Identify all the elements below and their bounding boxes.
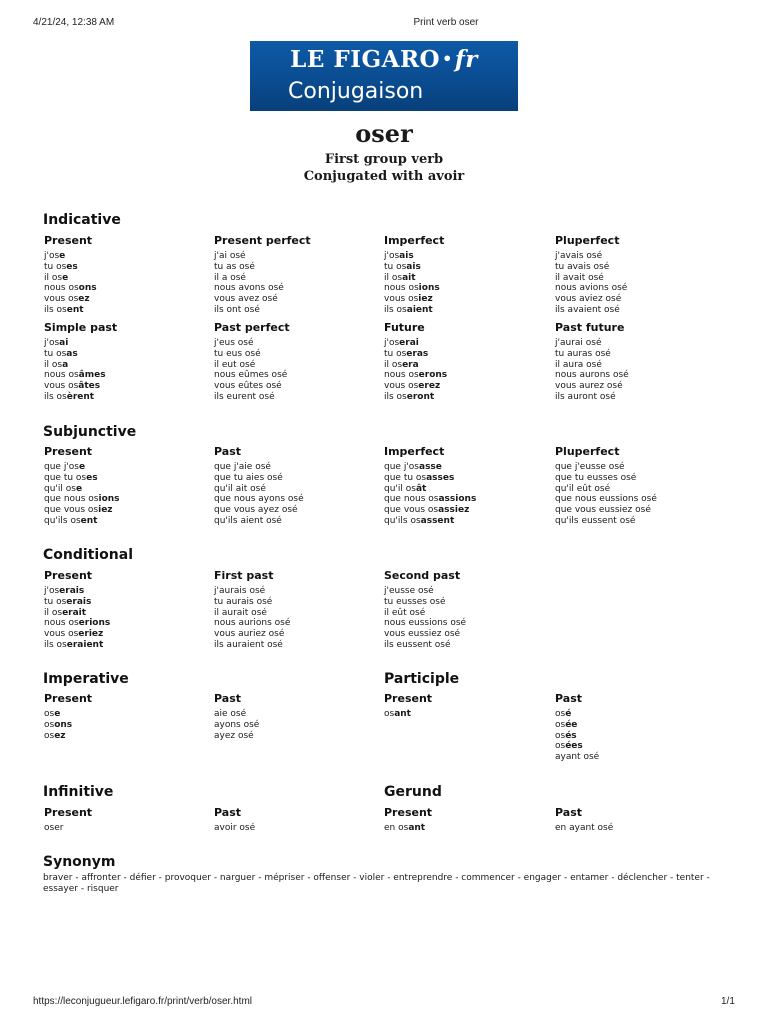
conjugation-form: osé (555, 709, 572, 719)
conjugation-form: j'oserais (44, 586, 85, 596)
conjugation-form: j'eus osé (214, 338, 254, 348)
conjugation-form: que tu eusses osé (555, 472, 637, 483)
conjugation-list-indicative-future (384, 338, 447, 403)
section-title-subjunctive: Subjunctive (43, 424, 137, 440)
tense-heading-indicative-past-perfect: Past perfect (214, 321, 290, 334)
conjugation-form: que tu aies osé (214, 472, 283, 483)
tense-heading-subjunctive-pluperfect: Pluperfect (555, 445, 620, 458)
conjugation-form: vous osiez (384, 294, 433, 305)
conjugation-list-imperative-past (214, 709, 259, 741)
conjugation-form: qu'il ait osé (214, 483, 266, 494)
conjugation-form: il a osé (214, 272, 246, 283)
conjugation-form: nous osions (384, 283, 440, 294)
conjugation-list-conditional-present (44, 586, 110, 651)
conjugation-form: nous aurons osé (555, 370, 629, 381)
conjugation-form: il eût osé (384, 607, 426, 618)
conjugation-form: nous eûmes osé (214, 370, 288, 381)
conjugation-form: qu'il ose (44, 483, 83, 494)
conjugation-list-subjunctive-pluperfect (555, 462, 657, 527)
conjugation-form: vous oseriez (44, 629, 104, 640)
conjugation-form: ils osaient (384, 304, 433, 315)
tense-heading-imperative-present: Present (44, 692, 93, 705)
conjugation-form: vous eûtes osé (214, 381, 282, 392)
conjugation-form: que j'aie osé (214, 462, 271, 472)
conjugation-form: ose (44, 709, 61, 719)
le-figaro-conjugaison-logo: LE FIGARO •fr Conjugaison (250, 41, 518, 111)
tense-heading-subjunctive-imperfect: Imperfect (384, 445, 445, 458)
conjugation-form: en ayant osé (555, 823, 614, 833)
conjugation-form: ayons osé (214, 719, 260, 730)
conjugation-form: nous osons (44, 283, 97, 294)
conjugation-form: ils auront osé (555, 391, 616, 402)
conjugation-form: j'avais osé (555, 251, 603, 261)
conjugation-form: tu eusses osé (384, 596, 446, 607)
conjugation-form: ils avaient osé (555, 304, 620, 315)
print-url: https://leconjugueur.lefigaro.fr/print/verb/oser.html (33, 996, 253, 1007)
section-title-imperative: Imperative (43, 671, 129, 687)
tense-heading-indicative-present-perfect: Present perfect (214, 234, 311, 247)
conjugation-form: osant (384, 709, 411, 719)
conjugation-form: vous avez osé (214, 294, 278, 305)
conjugation-list-participle-past (555, 709, 599, 763)
conjugation-form: vous aurez osé (555, 381, 623, 392)
section-title-infinitive: Infinitive (43, 784, 114, 800)
conjugation-form: tu oses (44, 261, 78, 272)
conjugation-form: nous eussions osé (384, 618, 467, 629)
logo-suffix: fr (454, 46, 478, 73)
verb-title: oser (355, 119, 413, 148)
conjugation-form: j'osais (384, 251, 414, 261)
section-title-gerund: Gerund (384, 784, 442, 800)
conjugation-form: tu oserais (44, 596, 92, 607)
conjugation-list-indicative-past-future (555, 338, 629, 403)
conjugation-list-indicative-imperfect (384, 251, 440, 316)
conjugation-form: j'ose (44, 251, 66, 261)
section-title-participle: Participle (384, 671, 460, 687)
conjugation-form: tu aurais osé (214, 596, 273, 607)
conjugation-form: qu'ils osassent (384, 515, 455, 526)
tense-heading-indicative-pluperfect: Pluperfect (555, 234, 620, 247)
conjugation-form: j'oserai (384, 338, 419, 348)
conjugation-list-indicative-present (44, 251, 97, 316)
conjugation-form: j'ai osé (214, 251, 246, 261)
tense-heading-gerund-present: Present (384, 806, 433, 819)
conjugation-list-conditional-first-past (214, 586, 290, 651)
conjugation-form: que nous osassions (384, 494, 477, 505)
conjugation-form: que vous eussiez osé (555, 505, 651, 516)
conjugation-form: j'aurai osé (555, 338, 602, 348)
conjugation-form: ils eussent osé (384, 639, 451, 650)
conjugation-form: aie osé (214, 709, 247, 719)
conjugation-list-subjunctive-present (44, 462, 120, 527)
print-datetime: 4/21/24, 12:38 AM (33, 17, 115, 28)
conjugation-form: osées (555, 741, 583, 752)
conjugation-form: ils auraient osé (214, 639, 283, 650)
section-title-indicative: Indicative (43, 212, 121, 228)
conjugation-form: que vous osassiez (384, 505, 470, 516)
print-page-number: 1/1 (721, 996, 735, 1007)
conjugation-form: ils ont osé (214, 304, 260, 315)
conjugation-list-subjunctive-imperfect (384, 462, 476, 527)
conjugation-form: osez (44, 730, 66, 741)
conjugation-form: osée (555, 719, 578, 730)
tense-heading-infinitive-present: Present (44, 806, 93, 819)
conjugation-form: que j'ose (44, 462, 86, 472)
conjugation-form: tu auras osé (555, 348, 611, 359)
conjugation-form: vous aviez osé (555, 294, 622, 305)
logo-brand: LE FIGARO (290, 46, 441, 73)
conjugation-form: tu osais (384, 261, 421, 272)
conjugation-list-imperative-present (44, 709, 72, 741)
tense-heading-indicative-future: Future (384, 321, 425, 334)
conjugation-form: nous osâmes (44, 370, 106, 381)
tense-heading-subjunctive-present: Present (44, 445, 93, 458)
conjugation-form: ils osent (44, 304, 84, 315)
tense-heading-indicative-present: Present (44, 234, 93, 247)
conjugation-list-indicative-past-perfect (214, 338, 287, 403)
conjugation-form: que vous osiez (44, 505, 113, 516)
conjugation-form: qu'ils osent (44, 515, 98, 526)
conjugation-form: il aura osé (555, 359, 602, 370)
tense-heading-participle-past: Past (555, 692, 582, 705)
tense-heading-indicative-simple-past: Simple past (44, 321, 118, 334)
conjugation-form: tu eus osé (214, 348, 261, 359)
conjugation-list-subjunctive-past (214, 462, 304, 527)
tense-heading-indicative-past-future: Past future (555, 321, 625, 334)
conjugation-list-infinitive-past (214, 823, 255, 834)
conjugation-list-gerund-past (555, 823, 613, 834)
synonym-list: braver - affronter - défier - provoquer - narguer - mépriser - offenser - violer - entreprendre - commencer - engager - entamer - déclencher - tenter - essayer - risquer (43, 873, 710, 894)
conjugation-form: tu osas (44, 348, 78, 359)
conjugation-form: avoir osé (214, 823, 256, 833)
conjugation-form: qu'il eût osé (555, 483, 611, 494)
conjugation-form: nous oserions (44, 618, 111, 629)
conjugation-form: ils osèrent (44, 391, 95, 402)
conjugation-form: tu avais osé (555, 261, 610, 272)
tense-heading-subjunctive-past: Past (214, 445, 241, 458)
conjugation-form: en osant (384, 823, 426, 833)
section-title-synonym: Synonym (43, 854, 116, 870)
conjugation-form: j'eusse osé (384, 586, 434, 596)
conjugation-form: vous osez (44, 294, 90, 305)
conjugation-form: que nous osions (44, 494, 120, 505)
conjugation-list-indicative-pluperfect (555, 251, 627, 316)
conjugation-form: vous eussiez osé (384, 629, 461, 640)
conjugation-form: j'aurais osé (214, 586, 266, 596)
conjugation-form: tu as osé (214, 261, 255, 272)
conjugation-form: qu'il osât (384, 483, 427, 494)
verb-auxiliary: Conjugated with avoir (303, 169, 465, 184)
conjugation-form: que vous ayez osé (214, 505, 298, 516)
tense-heading-indicative-imperfect: Imperfect (384, 234, 445, 247)
tense-heading-infinitive-past: Past (214, 806, 241, 819)
logo-product: Conjugaison (288, 79, 424, 104)
conjugation-form: que nous eussions osé (555, 494, 657, 505)
conjugation-list-infinitive-present (44, 823, 63, 834)
conjugation-list-indicative-present-perfect (214, 251, 284, 316)
conjugation-form: nous avions osé (555, 283, 628, 294)
conjugation-list-participle-present (384, 709, 411, 720)
tense-heading-conditional-present: Present (44, 569, 93, 582)
conjugation-form: il oserait (44, 607, 87, 618)
tense-heading-conditional-first-past: First past (214, 569, 274, 582)
conjugation-form: qu'ils aient osé (214, 515, 282, 526)
conjugation-form: vous osâtes (44, 381, 101, 392)
conjugation-form: nous oserons (384, 370, 448, 381)
tense-heading-participle-present: Present (384, 692, 433, 705)
conjugation-form: que tu oses (44, 472, 98, 483)
conjugation-form: que tu osasses (384, 472, 455, 483)
conjugation-form: que j'eusse osé (555, 462, 625, 472)
verb-group: First group verb (324, 152, 444, 167)
tense-heading-imperative-past: Past (214, 692, 241, 705)
conjugation-form: il avait osé (555, 272, 604, 283)
conjugation-list-gerund-present (384, 823, 425, 834)
conjugation-form: nous avons osé (214, 283, 284, 294)
conjugation-form: j'osai (44, 338, 69, 348)
conjugation-form: ils eurent osé (214, 391, 275, 402)
conjugation-form: vous oserez (384, 381, 441, 392)
conjugation-list-indicative-simple-past (44, 338, 106, 403)
conjugation-form: il osa (44, 359, 69, 370)
conjugation-form: il osera (384, 359, 419, 370)
conjugation-form: ils oseront (384, 391, 435, 402)
conjugation-list-conditional-second-past (384, 586, 466, 651)
print-title: Print verb oser (413, 17, 479, 28)
section-title-conditional: Conditional (43, 547, 134, 563)
conjugation-form: il eut osé (214, 359, 256, 370)
conjugation-form: que j'osasse (384, 462, 442, 472)
conjugation-form: tu oseras (384, 348, 429, 359)
conjugation-form: que nous ayons osé (214, 494, 304, 505)
tense-heading-gerund-past: Past (555, 806, 582, 819)
conjugation-form: ayez osé (214, 730, 254, 741)
conjugation-form: qu'ils eussent osé (555, 515, 636, 526)
conjugation-form: osés (555, 730, 577, 741)
conjugation-form: il ose (44, 272, 69, 283)
conjugation-form: vous auriez osé (214, 629, 285, 640)
conjugation-form: ayant osé (555, 752, 600, 763)
tense-heading-conditional-second-past: Second past (384, 569, 461, 582)
conjugation-form: il osait (384, 272, 416, 283)
conjugation-form: oser (44, 823, 64, 833)
conjugation-form: il aurait osé (214, 607, 267, 618)
conjugation-form: ils oseraient (44, 639, 104, 650)
conjugation-form: osons (44, 719, 73, 730)
conjugation-form: nous aurions osé (214, 618, 291, 629)
